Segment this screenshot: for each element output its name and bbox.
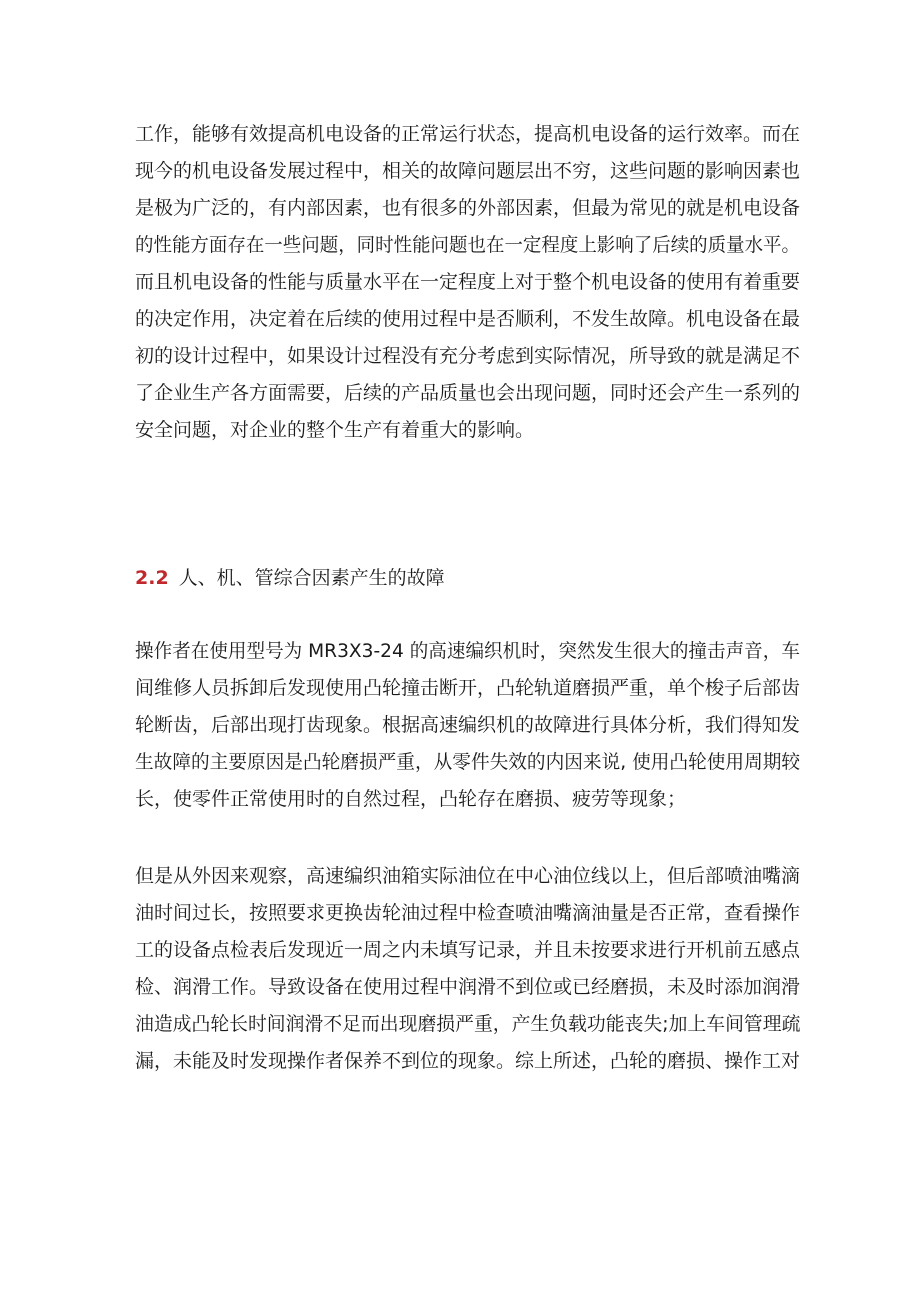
paragraph-line: 油时间过长，按照要求更换齿轮油过程中检查喷油嘴滴油量是否正常，查看操作: [135, 902, 801, 924]
section-number: 2.2: [135, 567, 169, 589]
paragraph-line: 长，使零件正常使用时的自然过程，凸轮存在磨损、疲劳等现象；: [135, 788, 687, 810]
paragraph-line: 油造成凸轮长时间润滑不足而出现磨损严重，产生负载功能丧失;加上车间管理疏: [135, 1013, 801, 1035]
paragraph-line: 但是从外因来观察，高速编织油箱实际油位在中心油位线以上，但后部喷油嘴滴: [135, 865, 801, 887]
paragraph-3: [135, 858, 800, 1080]
paragraph-line: 现今的机电设备发展过程中，相关的故障问题层出不穷，这些问题的影响因素也: [135, 160, 801, 182]
paragraph-line: 安全问题，对企业的整个生产有着重大的影响。: [135, 419, 535, 441]
paragraph-line: 了企业生产各方面需要，后续的产品质量也会出现问题，同时还会产生一系列的: [135, 382, 801, 404]
paragraph-line: 的性能方面存在一些问题，同时性能问题也在一定程度上影响了后续的质量水平。: [135, 234, 801, 256]
paragraph-line: 是极为广泛的，有内部因素，也有很多的外部因素，但最为常见的就是机电设备: [135, 197, 801, 219]
paragraph-line: 工作，能够有效提高机电设备的正常运行状态，提高机电设备的运行效率。而在: [135, 123, 801, 145]
paragraph-line: 漏，未能及时发现操作者保养不到位的现象。综上所述，凸轮的磨损、操作工对: [135, 1050, 801, 1072]
section-heading: [135, 560, 445, 597]
paragraph-line: 工的设备点检表后发现近一周之内未填写记录，并且未按要求进行开机前五感点: [135, 939, 801, 961]
paragraph-line: 初的设计过程中，如果设计过程没有充分考虑到实际情况，所导致的就是满足不: [135, 345, 801, 367]
paragraph-line: 而且机电设备的性能与质量水平在一定程度上对于整个机电设备的使用有着重要: [135, 271, 801, 293]
paragraph-line: 生故障的主要原因是凸轮磨损严重，从零件失效的内因来说, 使用凸轮使用周期较: [135, 751, 801, 773]
paragraph-line: 间维修人员拆卸后发现使用凸轮撞击断开，凸轮轨道磨损严重，单个梭子后部齿: [135, 677, 801, 699]
paragraph-line: 检、润滑工作。导致设备在使用过程中润滑不到位或已经磨损，未及时添加润滑: [135, 976, 801, 998]
paragraph-1: [135, 116, 800, 449]
paragraph-line: 的决定作用，决定着在后续的使用过程中是否顺利，不发生故障。机电设备在最: [135, 308, 801, 330]
paragraph-line: 轮断齿，后部出现打齿现象。根据高速编织机的故障进行具体分析，我们得知发: [135, 714, 801, 736]
section-title: 人、机、管综合因素产生的故障: [178, 567, 445, 589]
paragraph-2: [135, 633, 800, 818]
paragraph-line: 操作者在使用型号为 MR3X3-24 的高速编织机时，突然发生很大的撞击声音，车: [135, 640, 800, 662]
